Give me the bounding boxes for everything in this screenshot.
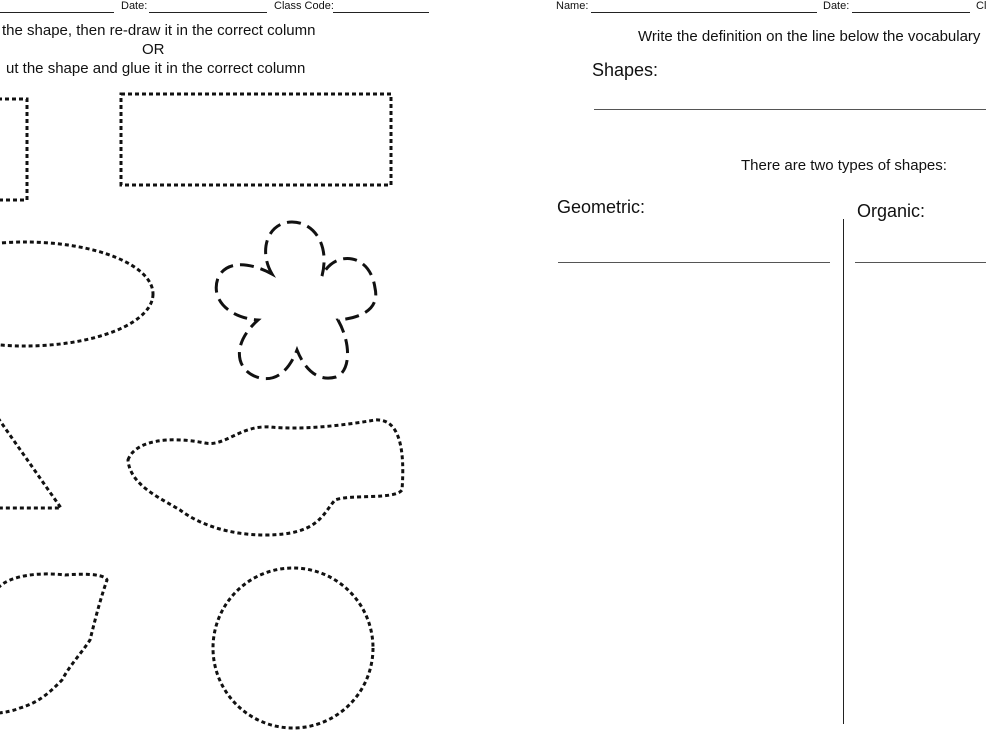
organic-label: Organic: [857, 201, 926, 221]
square-outline [0, 99, 27, 200]
blob-outline [128, 420, 403, 535]
right-name-label: Name: [556, 0, 589, 12]
triangle-outline [0, 418, 61, 508]
circle-outline [213, 568, 373, 728]
shapes-definition-line[interactable] [594, 109, 986, 110]
rectangle-outline [121, 94, 391, 185]
flower-outline [216, 222, 376, 379]
geometric-definition-line[interactable] [558, 262, 830, 263]
geometric-label: Geometric: [557, 197, 646, 217]
left-class-code-label: Class Code: [274, 0, 334, 12]
left-instruction-line3: ut the shape and glue it in the correct column [6, 60, 306, 77]
right-class-code-label: Cl [976, 0, 986, 12]
right-date-line [852, 12, 970, 13]
column-divider [843, 219, 844, 724]
left-instruction-line1: the shape, then re-draw it in the correct column [2, 22, 316, 39]
right-instruction: Write the definition on the line below the vocabulary [638, 28, 981, 45]
organic-definition-line[interactable] [855, 262, 986, 263]
left-instruction-or: OR [142, 41, 165, 58]
shapes-label: Shapes: [592, 60, 659, 80]
leaf-outline [0, 574, 107, 713]
left-date-label: Date: [121, 0, 148, 12]
right-date-label: Date: [823, 0, 850, 12]
right-name-line [591, 12, 817, 13]
ellipse-outline [0, 242, 153, 346]
types-text: There are two types of shapes: [741, 157, 947, 174]
